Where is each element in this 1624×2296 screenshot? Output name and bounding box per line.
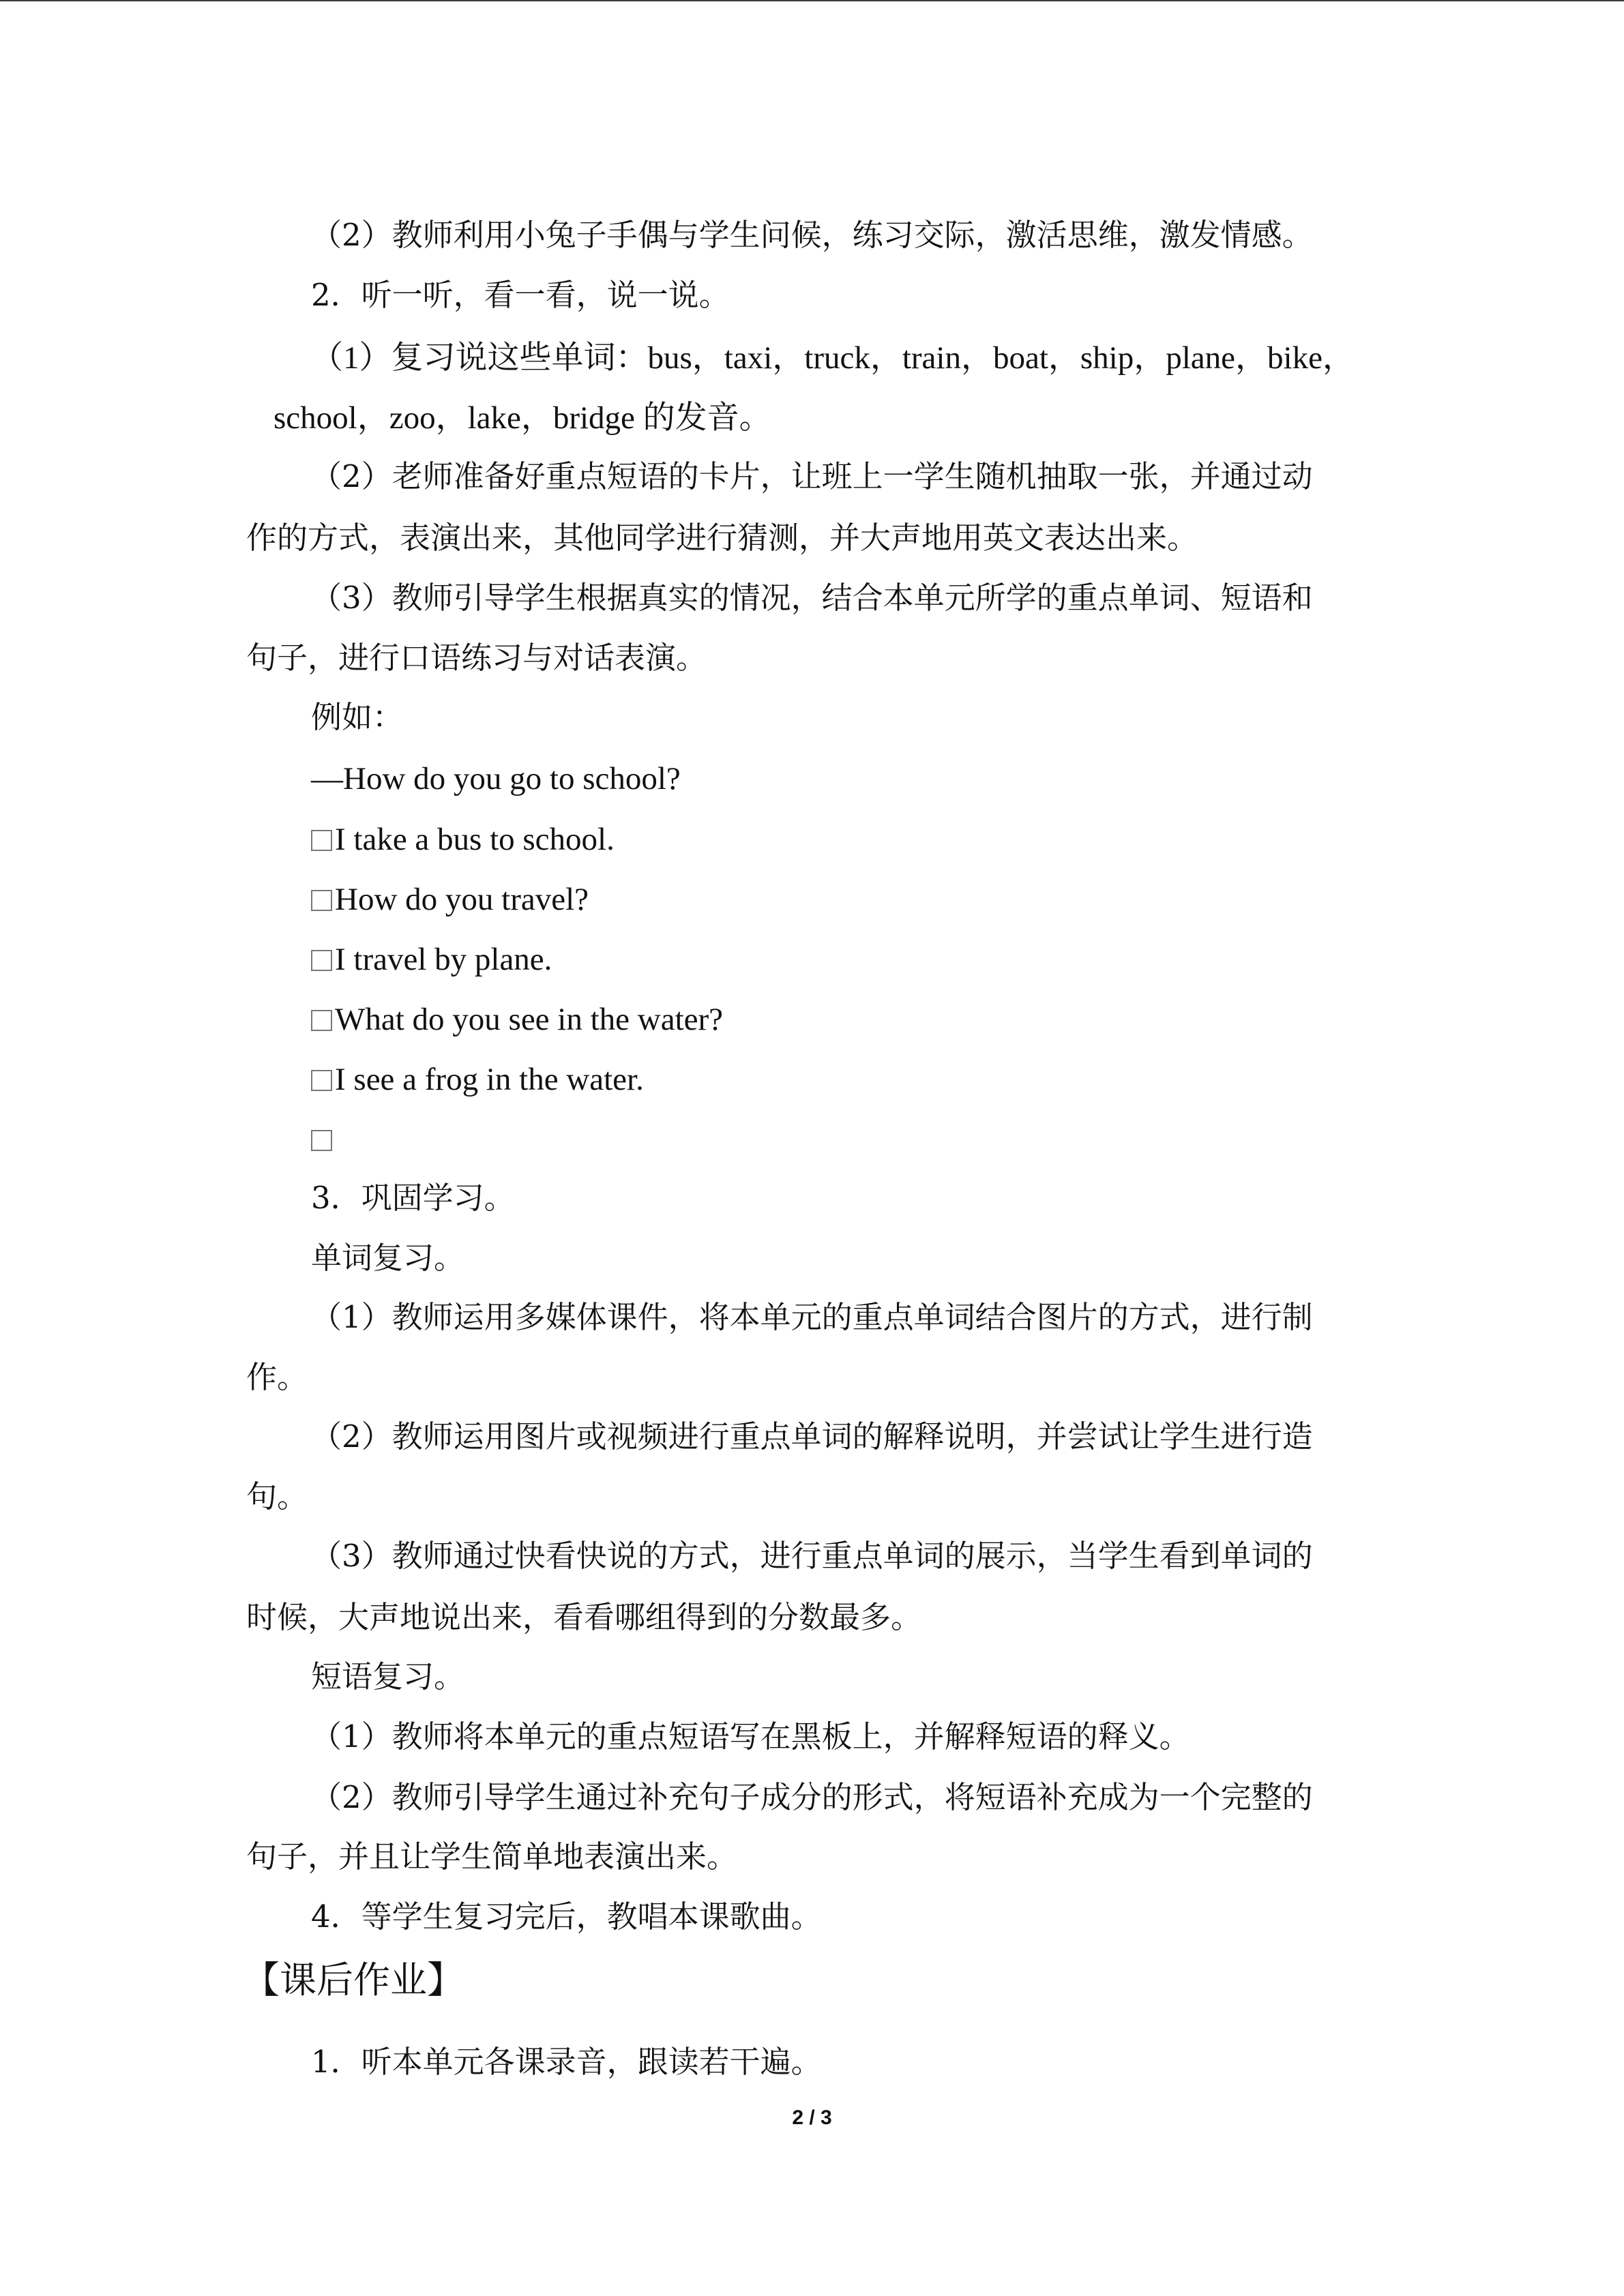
paragraph-line: school，zoo，lake，bridge 的发音。 xyxy=(274,400,771,436)
placeholder-box-icon xyxy=(311,1010,332,1031)
paragraph-line: （1）教师将本单元的重点短语写在黑板上，并解释短语的释义。 xyxy=(311,1718,1190,1755)
paragraph-line: 单词复习。 xyxy=(311,1240,465,1276)
paragraph-line: 短语复习。 xyxy=(311,1658,465,1695)
paragraph-line: （2）老师准备好重点短语的卡片，让班上一学生随机抽取一张，并通过动 xyxy=(311,458,1313,494)
paragraph-line: （1）教师运用多媒体课件，将本单元的重点单词结合图片的方式，进行制 xyxy=(311,1299,1313,1335)
paragraph-line: 句。 xyxy=(246,1478,308,1515)
dialogue-line: —How do you go to school? xyxy=(311,761,681,796)
placeholder-box-icon xyxy=(311,950,332,971)
paragraph-line: 4．等学生复习完后，教唱本课歌曲。 xyxy=(311,1898,822,1935)
paragraph-line: （3）教师引导学生根据真实的情况，结合本单元所学的重点单词、短语和 xyxy=(311,580,1313,616)
dialogue-line: I take a bus to school. xyxy=(311,819,615,860)
paragraph-line: 句子，进行口语练习与对话表演。 xyxy=(246,640,707,676)
placeholder-box-icon xyxy=(311,890,332,911)
paragraph-line: 句子，并且让学生简单地表演出来。 xyxy=(246,1838,738,1875)
section-heading: 【课后作业】 xyxy=(243,1958,464,2001)
placeholder-box-icon xyxy=(311,830,332,851)
paragraph-line: 1．听本单元各课录音，跟读若干遍。 xyxy=(311,2044,822,2080)
paragraph-line: （3）教师通过快看快说的方式，进行重点单词的展示，当学生看到单词的 xyxy=(311,1538,1313,1574)
placeholder-box-icon xyxy=(311,1070,332,1091)
paragraph-line: （2）教师运用图片或视频进行重点单词的解释说明，并尝试让学生进行造 xyxy=(311,1418,1313,1455)
dialogue-line: What do you see in the water? xyxy=(311,999,723,1040)
dialogue-line: I see a frog in the water. xyxy=(311,1059,644,1100)
paragraph-line: 作的方式，表演出来，其他同学进行猜测，并大声地用英文表达出来。 xyxy=(246,520,1198,556)
paragraph-line: （2）教师引导学生通过补充句子成分的形式，将短语补充成为一个完整的 xyxy=(311,1779,1313,1815)
placeholder-box-icon xyxy=(311,1130,332,1151)
paragraph-line: 2．听一听，看一看，说一说。 xyxy=(311,277,730,313)
paragraph-line: 作。 xyxy=(246,1359,308,1395)
dialogue-line: How do you travel? xyxy=(311,879,589,920)
dialogue-line xyxy=(311,1119,335,1160)
paragraph-line: （2）教师利用小兔子手偶与学生问候，练习交际，激活思维，激发情感。 xyxy=(311,217,1313,253)
paragraph-line: 例如： xyxy=(311,699,404,735)
paragraph-line: 3．巩固学习。 xyxy=(311,1180,515,1216)
paragraph-line: 时候，大声地说出来，看看哪组得到的分数最多。 xyxy=(246,1599,922,1635)
paragraph-line: （1）复习说这些单词：bus，taxi，truck，train，boat，ship，plane，bike， xyxy=(311,340,1355,376)
dialogue-line: I travel by plane. xyxy=(311,939,552,980)
page-number: 2 / 3 xyxy=(792,2106,832,2129)
